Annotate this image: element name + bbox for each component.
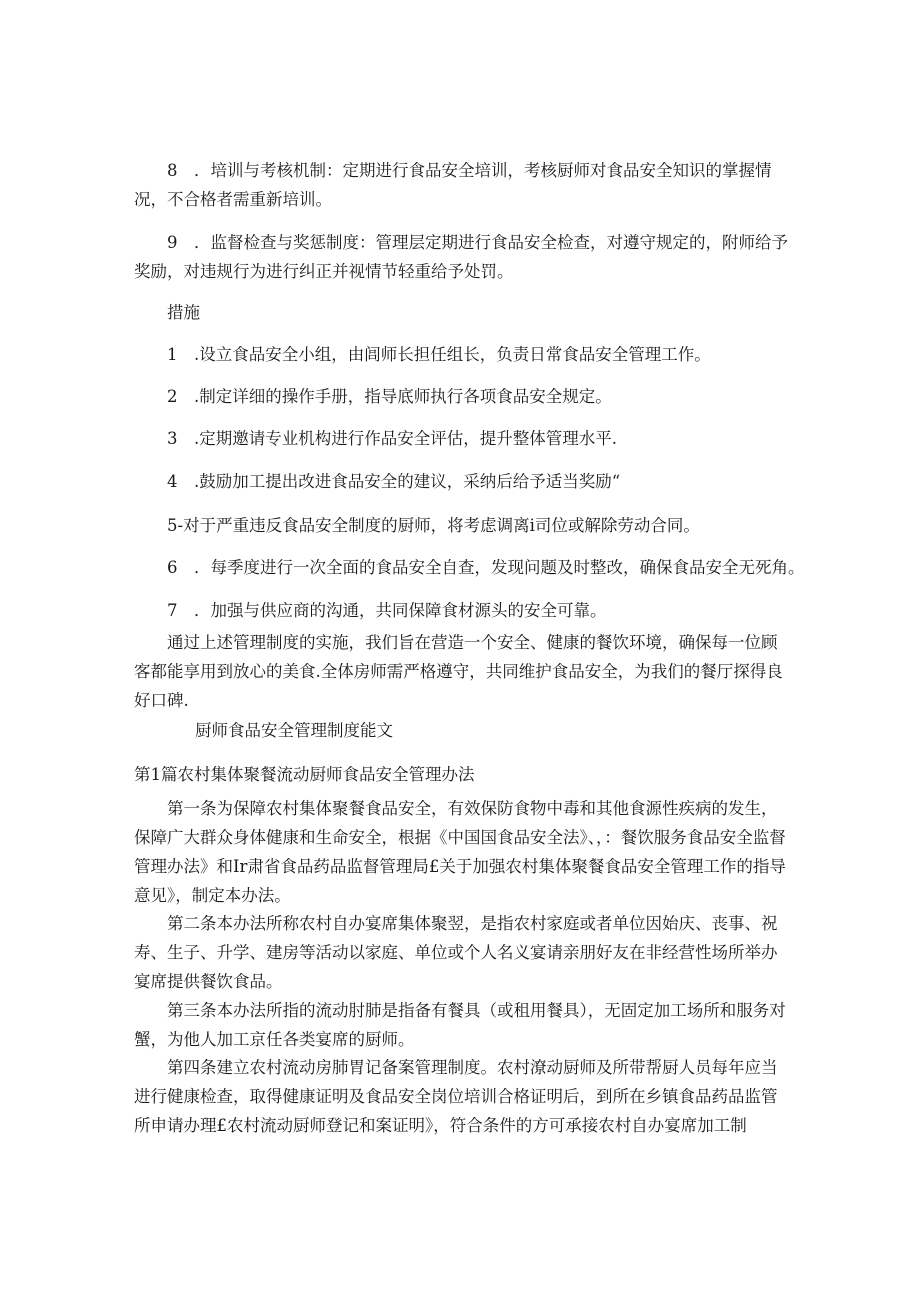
- paragraph-item-8: 8 ．培训与考核机制：定期进行食品安全培训，考核厨师对食品安全知识的掌握情况，不合格者需重新培训。: [134, 161, 772, 209]
- measure-item-5: 5-对于严重违反食品安全制度的厨师，将考虑调离i司位或解除劳动合同。: [167, 516, 700, 535]
- article-4-paragraph: 第四条建立农村流动房肺胃记备案管理制度。农村潦动厨师及所带帮厨人员每年应当进行健康检查，取得健康证明及食品安全岗位培训合格证明后，到所在乡镇食品药品监管所申请办理£农村流动厨师登记和案证明》，符合条件的方可承接农村自办宴席加工制: [134, 1058, 778, 1135]
- measure-item-3: 3 .定期邀请专业机构进行作品安全评估，提升整体管理水平.: [167, 429, 617, 448]
- section-title: 厨师食品安全管理制度能文: [195, 721, 393, 740]
- measure-item-6: 6 ．每季度进行一次全面的食品安全自查，发现问题及时整改，确保食品安全无死角。: [167, 558, 805, 577]
- article-1-paragraph: 第一条为保障农村集体聚餐食品安全，有效保防食物中毒和其他食源性疾病的发生，保障广大群众身体健康和生命安全，根据《中国国食品安全法》、，：餐饮服务食品安全监督管理办法》和Ir肃省食品药品监督管理局£关于加强农村集体聚餐食品安全管理工作的指导意见》，制定本办法。: [134, 799, 786, 905]
- measures-heading: 措施: [167, 303, 200, 322]
- article-2-paragraph: 第二条本办法所称农村自办宴席集体聚翌，是指农村家庭或者单位因始庆、丧事、祝寿、生子、升学、建房等活动以家庭、单位或个人名义宴请亲朋好友在非经营性场所举办宴席提供餐饮食品。: [134, 914, 778, 991]
- measure-item-1: 1 .设立食品安全小组，由闾师长担任组长，负责日常食品安全管理工作。: [167, 345, 711, 364]
- conclusion-paragraph: 通过上述管理制度的实施，我们旨在营造一个安全、健康的餐饮环境，确保每一位顾客都能享用到放心的美食.全体房师需严格遵守，共同维护食品安全，为我们的餐厅探得良好口碑.: [134, 633, 783, 710]
- measure-item-7: 7 ．加强与供应商的沟通，共同保障食材源头的安全可靠。: [167, 601, 607, 620]
- paragraph-item-9: 9 ．监督检查与奖惩制度：管理层定期进行食品安全检查，对遵守规定的，附师给予奖励，对违规行为进行纠正并视情节轻重给予处罚。: [134, 233, 788, 281]
- article-title: 第1篇农村集体聚餐流动厨师食品安全管理办法: [134, 765, 475, 784]
- measure-item-4: 4 .鼓励加工提出改进食品安全的建议，采纳后给予适当奖励“: [167, 472, 621, 491]
- article-3-paragraph: 第三条本办法所指的流动肘肺是指备有餐具（或租用餐具），无固定加工场所和服务对蟹，为他人加工京任各类宴席的厨师。: [134, 1001, 786, 1049]
- measure-item-2: 2 .制定详细的操作手册，指导底师执行各项食品安全规定。: [167, 387, 612, 406]
